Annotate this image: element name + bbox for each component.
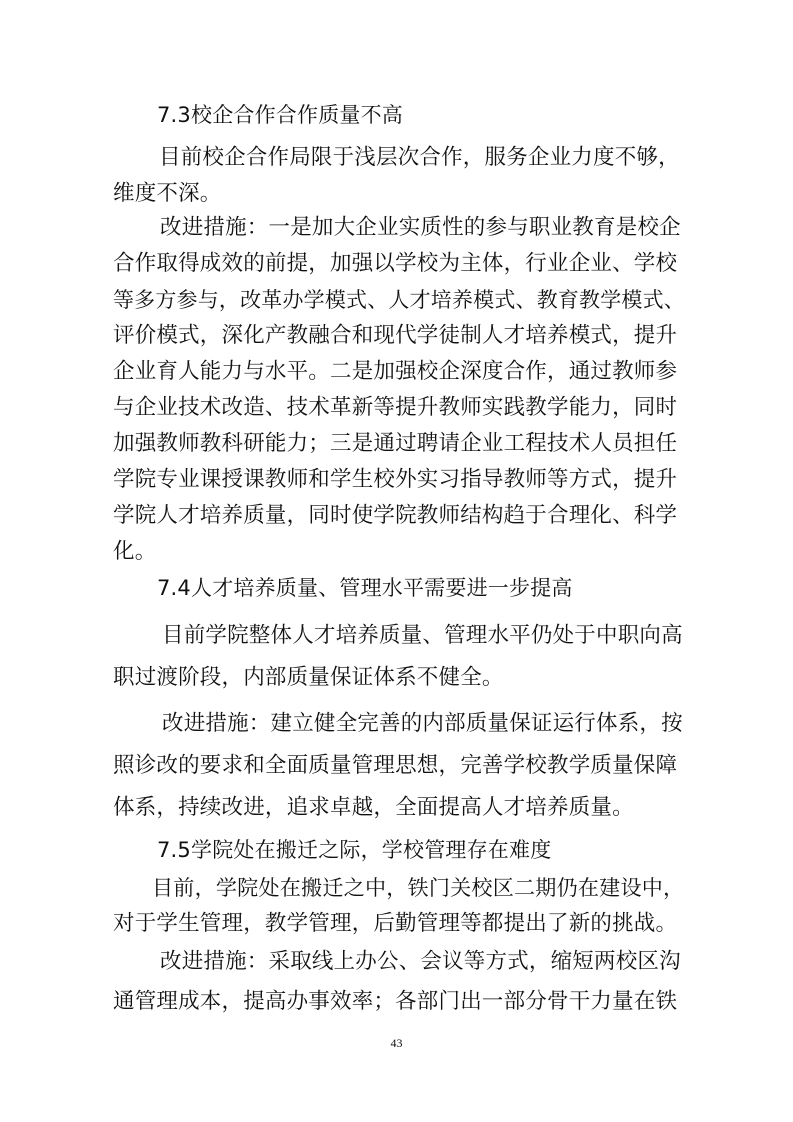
section-7-3-measures-line-1: 改进措施：一是加大企业实质性的参与职业教育是校企 xyxy=(160,215,681,240)
section-7-3-measures-line-5: 企业育人能力与水平。二是加强校企深度合作，通过教师参 xyxy=(113,359,678,384)
section-7-3-measures-line-9: 学院人才培养质量，同时使学院教师结构趋于合理化、科学 xyxy=(113,503,678,528)
section-7-3-measures-line-6: 与企业技术改造、技术革新等提升教师实践教学能力，同时 xyxy=(113,395,678,420)
section-7-4-problem-line-1: 目前学院整体人才培养质量、管理水平仍处于中职向高 xyxy=(162,623,683,648)
section-7-5-problem-line-2: 对于学生管理，教学管理，后勤管理等都提出了新的挑战。 xyxy=(113,911,678,936)
section-7-4-measures-line-2: 照诊改的要求和全面质量管理思想，完善学校教学质量保障 xyxy=(113,753,678,778)
page-number: 43 xyxy=(390,1036,403,1050)
section-7-3-problem-line-2: 维度不深。 xyxy=(113,181,222,206)
section-7-5-measures-line-1: 改进措施：采取线上办公、会议等方式，缩短两校区沟 xyxy=(160,949,681,974)
section-7-3-measures-line-2: 合作取得成效的前提，加强以学校为主体，行业企业、学校 xyxy=(113,251,678,276)
section-7-3-heading: 7.3校企合作合作质量不高 xyxy=(157,103,403,127)
section-7-3-measures-line-8: 学院专业课授课教师和学生校外实习指导教师等方式，提升 xyxy=(113,467,678,492)
section-7-3-measures-line-10: 化。 xyxy=(113,539,157,564)
section-7-3-measures-line-4: 评价模式，深化产教融合和现代学徒制人才培养模式，提升 xyxy=(113,323,678,348)
section-7-4-measures-line-1: 改进措施：建立健全完善的内部质量保证运行体系，按 xyxy=(162,711,683,736)
section-7-4-problem-line-2: 职过渡阶段，内部质量保证体系不健全。 xyxy=(113,665,504,690)
section-7-4-heading: 7.4人才培养质量、管理水平需要进一步提高 xyxy=(157,576,573,600)
section-7-3-measures-line-3: 等多方参与，改革办学模式、人才培养模式、教育教学模式、 xyxy=(113,288,685,312)
section-7-5-heading: 7.5学院处在搬迁之际，学校管理存在难度 xyxy=(157,838,552,862)
section-7-5-measures-line-2: 通管理成本，提高办事效率；各部门出一部分骨干力量在铁 xyxy=(113,989,678,1014)
section-7-3-problem-line-1: 目前校企合作局限于浅层次合作，服务企业力度不够， xyxy=(159,145,680,170)
section-7-5-problem-line-1: 目前，学院处在搬迁之中，铁门关校区二期仍在建设中， xyxy=(152,875,685,900)
section-7-3-measures-line-7: 加强教师教科研能力；三是通过聘请企业工程技术人员担任 xyxy=(113,431,678,456)
section-7-4-measures-line-3: 体系，持续改进，追求卓越，全面提高人才培养质量。 xyxy=(113,795,634,820)
